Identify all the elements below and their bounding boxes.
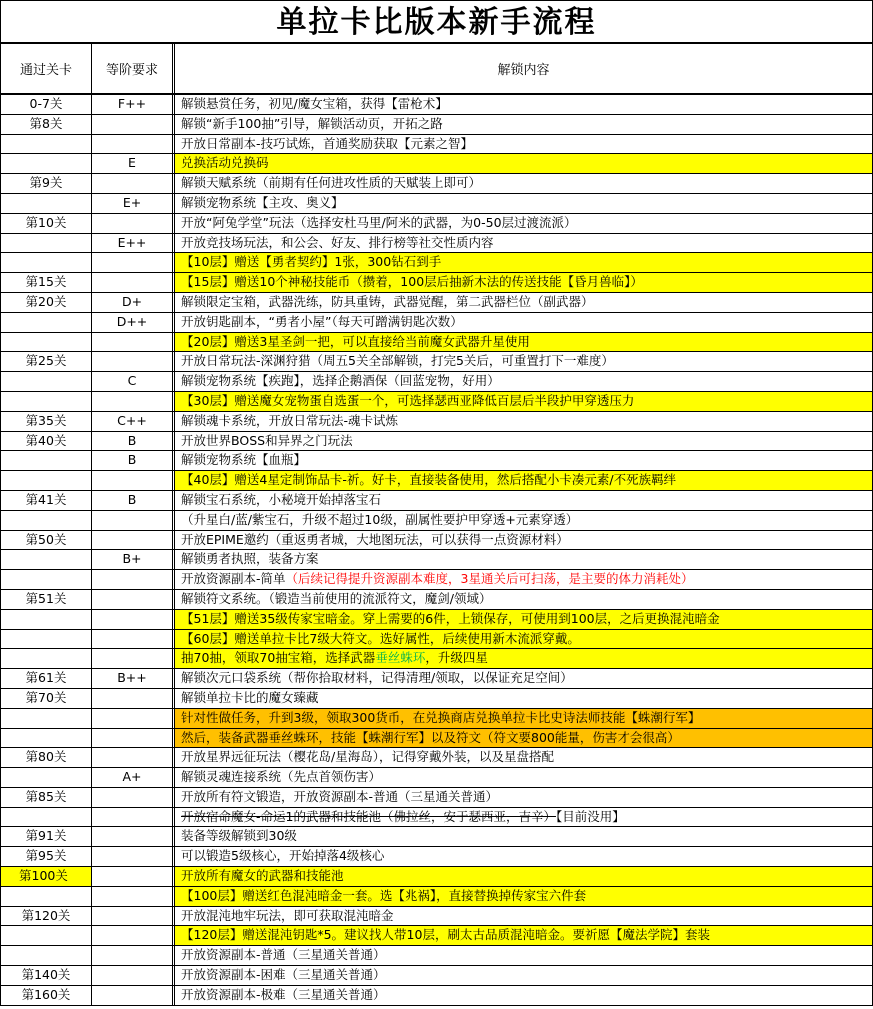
table-row [1,511,872,531]
unlock-cell [175,768,872,787]
unlock-cell [175,293,872,312]
level-cell [1,926,92,945]
unlock-text: 开放宿命魔女-命运1的武器和技能池（佛拉丝，安于瑟西亚，吉辛） [181,808,556,824]
rank-cell: B [92,491,175,510]
table-row [1,491,872,511]
rank-cell: B++ [92,669,175,688]
level-cell [1,570,92,589]
unlock-text: 开放钥匙副本，“勇者小屋”（每天可蹭满钥匙次数） [181,313,463,329]
level-cell [1,154,92,173]
unlock-text: 【40层】赠送4星定制饰品卡-祈。好卡，直接装备使用，然后搭配小卡凑元素/不死族羁绊 [181,472,677,488]
unlock-text: 【30层】赠送魔女宠物蛋自选蛋一个，可选择瑟西亚降低百层后半段护甲穿透压力 [181,392,635,408]
unlock-text: 【20层】赠送3星圣剑一把，可以直接给当前魔女武器升星使用 [181,333,530,349]
unlock-text: 开放资源副本-简单 [181,571,286,587]
header-unlock: 解锁内容 [497,63,550,78]
table-row [1,273,872,293]
unlock-cell [175,135,872,154]
unlock-cell [175,709,872,728]
unlock-cell [175,115,872,134]
rank-cell [92,907,175,926]
unlock-text: 【10层】赠送【勇者契约】1张，300钻石到手 [181,254,442,270]
unlock-cell [175,966,872,985]
unlock-cell [175,630,872,649]
unlock-text: 开放日常副本-技巧试炼，首通奖励获取【元素之智】 [181,135,474,151]
unlock-cell [175,273,872,292]
header-level: 通过关卡 [1,44,92,93]
table-row [1,867,872,887]
unlock-cell [175,432,872,451]
table-row [1,847,872,867]
table-row [1,907,872,927]
level-cell: 第8关 [1,115,92,134]
unlock-cell [175,372,872,391]
rank-cell [92,729,175,748]
level-cell [1,768,92,787]
unlock-text: 兑换活动兑换码 [181,155,269,171]
level-cell [1,313,92,332]
table-row [1,788,872,808]
rank-cell: E++ [92,234,175,253]
table-row [1,709,872,729]
level-cell: 第70关 [1,689,92,708]
level-cell [1,649,92,668]
rank-cell [92,214,175,233]
table-row [1,966,872,986]
rank-cell [92,649,175,668]
unlock-text: 开放竞技场玩法，和公会、好友、排行榜等社交性质内容 [181,234,494,250]
level-cell: 第85关 [1,788,92,807]
table-row [1,531,872,551]
unlock-text: 开放资源副本-极难（三星通关普通） [181,986,386,1002]
table-body [0,95,873,1006]
rank-cell: E [92,154,175,173]
rank-cell: B+ [92,550,175,569]
table-row [1,95,872,115]
level-cell: 第120关 [1,907,92,926]
rank-cell: B [92,451,175,470]
unlock-cell [175,986,872,1005]
unlock-text: 开放“阿兔学堂”玩法（选择安杜马里/阿米的武器，为0-50层过渡流派） [181,214,577,230]
unlock-text: 解锁符文系统。（锻造当前使用的流派符文，魔剑/领域） [181,590,492,606]
level-cell [1,610,92,629]
unlock-cell [175,451,872,470]
table-row [1,313,872,333]
rank-cell [92,531,175,550]
table-row [1,669,872,689]
unlock-text: 解锁宝石系统，小秘境开始掉落宝石 [181,491,382,507]
unlock-text: （升星白/蓝/紫宝石，升级不超过10级，副属性要护甲穿透+元素穿透） [181,511,579,527]
unlock-cell [175,570,872,589]
table-row [1,729,872,749]
unlock-text: 解锁宠物系统【血瓶】 [181,452,307,468]
unlock-cell [175,95,872,114]
level-cell: 第140关 [1,966,92,985]
table-row [1,630,872,650]
level-cell: 第41关 [1,491,92,510]
unlock-text: 针对性做任务，升到3级，领取300货币，在兑换商店兑换单拉卡比史诗法师技能【蛛潮行军】 [181,709,701,725]
rank-cell [92,471,175,490]
rank-cell [92,253,175,272]
unlock-text: 开放星界远征玩法（樱花岛/星海岛），记得穿戴外装，以及星盘搭配 [181,749,554,765]
unlock-text: 【51层】赠送35级传家宝暗金。穿上需要的6件，上锁保存，可使用到100层，之后更换混沌暗金 [181,610,720,626]
table-row [1,986,872,1006]
unlock-suffix: ，升级四星 [425,650,488,666]
rank-cell [92,174,175,193]
rank-cell [92,273,175,292]
unlock-cell [175,748,872,767]
level-cell [1,253,92,272]
table-row [1,946,872,966]
level-cell: 第15关 [1,273,92,292]
table-row [1,194,872,214]
rank-cell [92,847,175,866]
unlock-text: 解锁次元口袋系统（帮你拾取材料，记得清理/领取，以保证充足空间） [181,670,573,686]
level-cell: 第10关 [1,214,92,233]
rank-cell [92,867,175,886]
level-cell [1,194,92,213]
table-row [1,214,872,234]
level-cell: 第35关 [1,412,92,431]
level-cell [1,550,92,569]
unlock-cell [175,234,872,253]
page-title: 单拉卡比版本新手流程 [0,0,873,44]
table-row [1,293,872,313]
unlock-cell [175,412,872,431]
level-cell: 第95关 [1,847,92,866]
unlock-weapon: 垂丝蛛环 [375,650,426,666]
rank-cell [92,926,175,945]
unlock-text: 装备等级解锁到30级 [181,828,297,844]
unlock-cell [175,808,872,827]
level-cell [1,372,92,391]
unlock-text: 然后，装备武器垂丝蛛环，技能【蛛潮行军】以及符文（符文要800能量，伤害才会很高） [181,729,680,745]
table-row [1,926,872,946]
unlock-cell [175,926,872,945]
level-cell [1,511,92,530]
level-cell [1,709,92,728]
table-row [1,412,872,432]
table-row [1,827,872,847]
unlock-text: 开放资源副本-困难（三星通关普通） [181,967,386,983]
unlock-text: 解锁限定宝箱，武器洗练，防具重铸，武器觉醒，第二武器栏位（副武器） [181,293,594,309]
level-cell [1,808,92,827]
unlock-text: 抽70抽，领取70抽宝箱，选择武器 [181,650,376,666]
level-cell [1,471,92,490]
unlock-cell [175,194,872,213]
table-row [1,432,872,452]
unlock-suffix: 【目前没用】 [555,808,625,824]
table-row [1,154,872,174]
unlock-text: 开放世界BOSS和异界之门玩法 [181,432,353,448]
rank-cell [92,887,175,906]
level-cell: 第160关 [1,986,92,1005]
table-row [1,550,872,570]
rank-cell [92,808,175,827]
unlock-cell [175,550,872,569]
rank-cell [92,788,175,807]
unlock-cell [175,827,872,846]
rank-cell [92,352,175,371]
table-row [1,115,872,135]
unlock-cell [175,313,872,332]
unlock-cell [175,491,872,510]
table-row [1,352,872,372]
unlock-cell [175,887,872,906]
unlock-cell [175,333,872,352]
table-row [1,768,872,788]
rank-cell [92,610,175,629]
rank-cell [92,570,175,589]
unlock-cell [175,610,872,629]
level-cell [1,451,92,470]
level-cell: 第51关 [1,590,92,609]
level-cell [1,887,92,906]
rank-cell [92,986,175,1005]
level-cell: 0-7关 [1,95,92,114]
table-row [1,471,872,491]
table-row [1,689,872,709]
unlock-cell [175,392,872,411]
table-row [1,392,872,412]
unlock-cell [175,214,872,233]
unlock-cell [175,590,872,609]
unlock-text: 可以锻造5级核心，开始掉落4级核心 [181,848,385,864]
table-row [1,590,872,610]
unlock-text: 开放所有符文锻造，开放资源副本-普通（三星通关普通） [181,788,499,804]
unlock-cell [175,788,872,807]
unlock-text: 开放所有魔女的武器和技能池 [181,868,344,884]
unlock-text: 解锁勇者执照，装备方案 [181,551,319,567]
unlock-cell [175,729,872,748]
unlock-cell [175,907,872,926]
unlock-cell [175,847,872,866]
unlock-cell [175,154,872,173]
level-cell [1,729,92,748]
level-cell: 第61关 [1,669,92,688]
rank-cell [92,709,175,728]
unlock-text: 解锁灵魂连接系统（先点首领伤害） [181,769,382,785]
rank-cell: C [92,372,175,391]
unlock-text: 开放日常玩法-深渊狩猎（周五5关全部解锁，打完5关后，可重置打下一难度） [181,353,614,369]
rank-cell [92,946,175,965]
unlock-cell [175,689,872,708]
rank-cell: B [92,432,175,451]
table-row [1,649,872,669]
unlock-cell [175,471,872,490]
table-row [1,372,872,392]
level-cell: 第91关 [1,827,92,846]
rank-cell [92,590,175,609]
unlock-cell [175,867,872,886]
unlock-text: 【60层】赠送单拉卡比7级大符文。选好属性，后续使用新木流派穿戴。 [181,630,580,646]
table-row [1,610,872,630]
level-cell [1,135,92,154]
table-row [1,174,872,194]
rank-cell: C++ [92,412,175,431]
table-row [1,333,872,353]
unlock-text: 解锁宠物系统【疾跑】，选择企鹅酒保（回蓝宠物，好用） [181,373,500,389]
level-cell: 第9关 [1,174,92,193]
table-row [1,808,872,828]
level-cell: 第25关 [1,352,92,371]
level-cell: 第80关 [1,748,92,767]
unlock-text: 【100层】赠送红色混沌暗金一套。选【兆祸】，直接替换掉传家宝六件套 [181,887,587,903]
rank-cell [92,689,175,708]
unlock-text: 【15层】赠送10个神秘技能币（攒着，100层后抽新木法的传送技能【昏月兽临】） [181,274,643,290]
level-cell: 第50关 [1,531,92,550]
rank-cell [92,392,175,411]
unlock-cell [175,511,872,530]
rank-cell [92,827,175,846]
rank-cell [92,511,175,530]
unlock-text: 开放EPIME邀约（重返勇者城，大地图玩法，可以获得一点资源材料） [181,531,569,547]
table-row [1,234,872,254]
level-cell [1,946,92,965]
level-cell [1,333,92,352]
unlock-text: 解锁悬赏任务，初见/魔女宝箱，获得【雷枪术】 [181,96,448,111]
unlock-text: 解锁单拉卡比的魔女臻藏 [181,689,319,705]
table-row [1,451,872,471]
unlock-cell [175,352,872,371]
table-row [1,887,872,907]
rank-cell [92,966,175,985]
unlock-cell [175,946,872,965]
table-header [0,44,873,95]
level-cell [1,630,92,649]
rank-cell [92,748,175,767]
unlock-cell [175,649,872,668]
rank-cell: A+ [92,768,175,787]
rank-cell: D+ [92,293,175,312]
rank-cell [92,630,175,649]
level-cell [1,392,92,411]
unlock-cell [175,531,872,550]
unlock-text: 开放混沌地牢玩法，即可获取混沌暗金 [181,907,394,923]
unlock-text: 解锁宠物系统【主攻、奥义】 [181,194,344,210]
header-rank: 等阶要求 [92,44,175,93]
rank-cell: F++ [92,95,175,114]
rank-cell [92,135,175,154]
unlock-cell [175,669,872,688]
unlock-text: 解锁“新手100抽”引导，解锁活动页，开拓之路 [181,115,443,131]
rank-cell: E+ [92,194,175,213]
table-row [1,570,872,590]
unlock-text: 解锁魂卡系统，开放日常玩法-魂卡试炼 [181,412,399,428]
unlock-text: 【120层】赠送混沌钥匙*5。建议找人带10层，刷太古品质混沌暗金。要祈愿【魔法学院】套装 [181,927,710,943]
unlock-cell [175,253,872,272]
level-cell [1,234,92,253]
table-row [1,748,872,768]
level-cell: 第20关 [1,293,92,312]
level-cell: 第40关 [1,432,92,451]
table-row [1,135,872,155]
unlock-text: 解锁天赋系统（前期有任何进攻性质的天赋装上即可） [181,175,482,191]
table-row [1,253,872,273]
rank-cell [92,115,175,134]
unlock-note: （后续记得提升资源副本难度，3星通关后可扫荡，是主要的体力消耗处） [285,571,694,587]
unlock-cell [175,174,872,193]
rank-cell [92,333,175,352]
level-cell: 第100关 [1,867,92,886]
unlock-text: 开放资源副本-普通（三星通关普通） [181,947,386,963]
rank-cell: D++ [92,313,175,332]
